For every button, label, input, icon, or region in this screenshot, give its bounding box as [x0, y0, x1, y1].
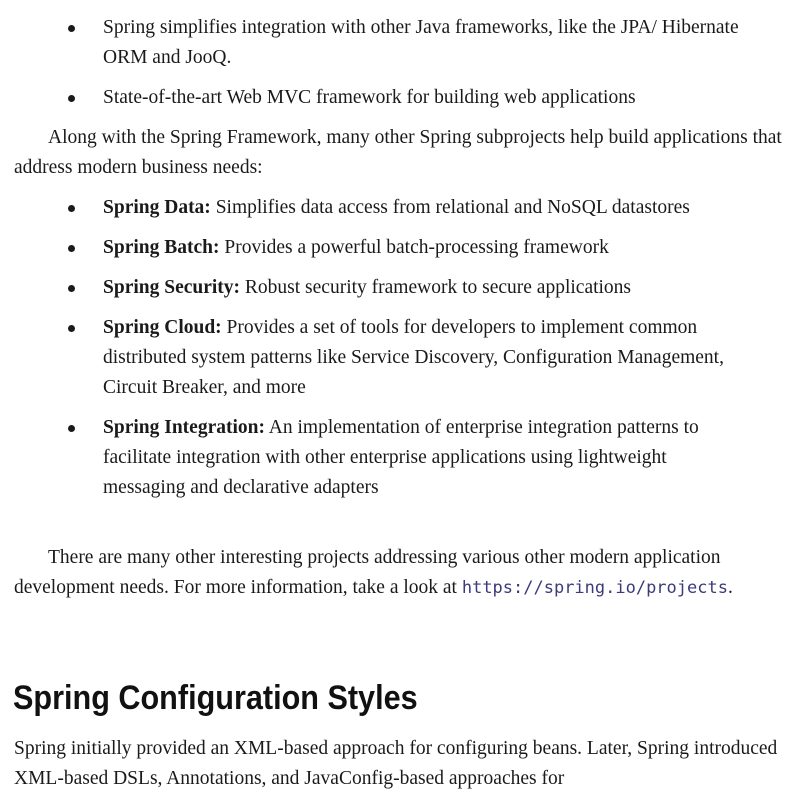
project-description: An implementation of enterprise integration patterns to facilitate integration with other enterprise applications using lightweight messaging and declarative adapters: [103, 417, 699, 498]
list-item: [0, 193, 800, 223]
project-description: Provides a set of tools for developers to implement common distributed system patterns like Service Discovery, Configuration Management, Circuit Breaker, and more: [103, 317, 724, 398]
list-item-text: State-of-the-art Web MVC framework for building web applications: [103, 87, 636, 108]
project-description: Robust security framework to secure applications: [240, 277, 632, 298]
project-term: Spring Data:: [103, 197, 211, 218]
list-item: [0, 13, 800, 73]
bullet-icon: [68, 285, 75, 292]
project-term: Spring Security:: [103, 277, 241, 298]
project-description: Simplifies data access from relational and NoSQL datastores: [210, 197, 690, 218]
bullet-icon: [68, 245, 75, 252]
list-item: [0, 313, 800, 403]
project-term: Spring Batch:: [103, 237, 220, 258]
section-heading: Spring Configuration Styles: [13, 679, 418, 717]
more-projects-text: There are many other interesting projects addressing various other modern application development needs. For more information, take a look at: [14, 547, 721, 598]
project-description: Provides a powerful batch-processing framework: [219, 237, 609, 258]
bullet-icon: [68, 325, 75, 332]
list-item: [0, 83, 800, 113]
list-item: [0, 413, 800, 503]
projects-link[interactable]: https://spring.io/projects: [461, 578, 728, 598]
bullet-icon: [68, 425, 75, 432]
list-item: [0, 273, 800, 303]
sentence-end: .: [727, 577, 733, 598]
project-term: Spring Cloud:: [103, 317, 222, 338]
framework-features-list: [0, 13, 800, 113]
configuration-intro-paragraph: Spring initially provided an XML-based approach for configuring beans. Later, Spring introduced XML-based DSLs, Annotations, and JavaConfig-based approaches for: [14, 738, 778, 789]
subprojects-intro-paragraph: Along with the Spring Framework, many other Spring subprojects help build applications that address modern business needs:: [14, 127, 782, 178]
bullet-icon: [68, 95, 75, 102]
bullet-icon: [68, 25, 75, 32]
spring-subprojects-list: [0, 193, 800, 503]
project-term: Spring Integration:: [103, 417, 265, 438]
more-projects-paragraph: [14, 543, 794, 603]
list-item: [0, 233, 800, 263]
list-item-text: Spring simplifies integration with other Java frameworks, like the JPA/ Hibernate ORM and JooQ.: [103, 17, 739, 68]
bullet-icon: [68, 205, 75, 212]
